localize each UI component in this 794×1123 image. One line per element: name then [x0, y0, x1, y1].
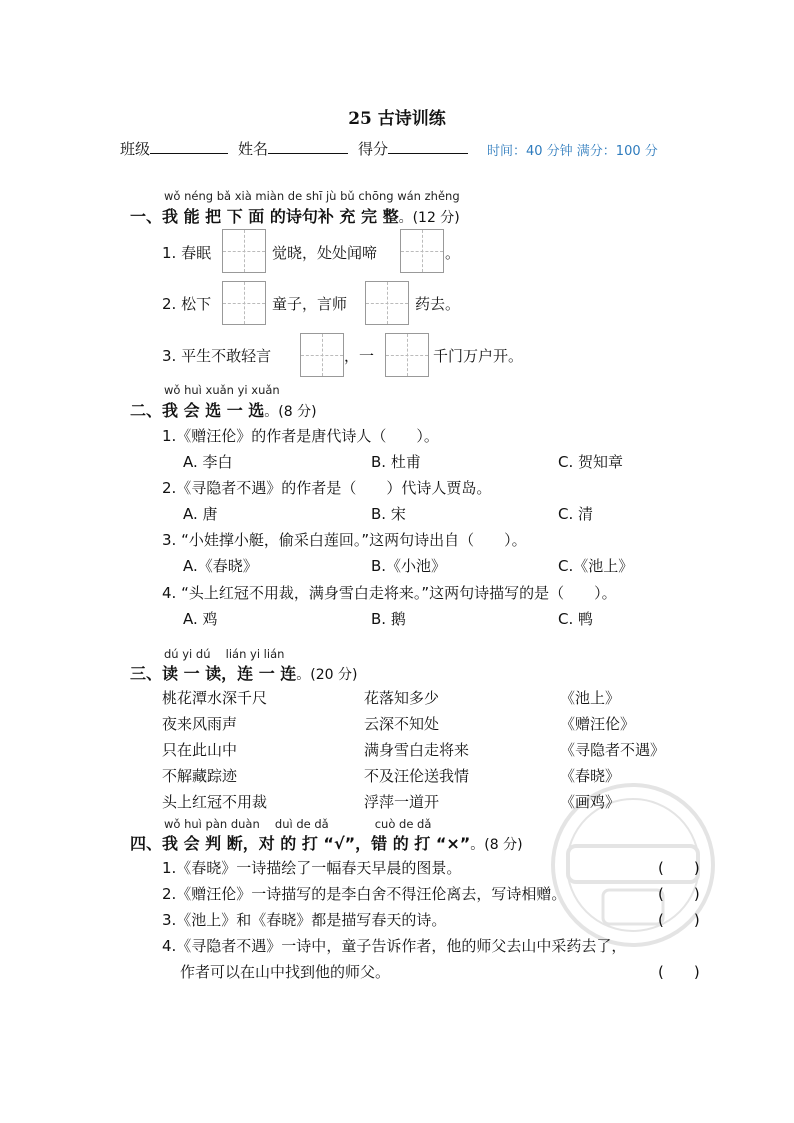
choice-q1-opt-b[interactable]: B. 杜甫: [371, 453, 421, 471]
section3-heading-text: 三、读 一 读，连 一 连: [130, 664, 297, 683]
name-field[interactable]: [238, 138, 348, 159]
choice-q2: 2.《寻隐者不遇》的作者是（ ）代诗人贾岛。: [162, 479, 492, 497]
section2-heading: [130, 398, 317, 421]
tianzi-box-2[interactable]: [400, 229, 444, 273]
judge-q2: 2.《赠汪伦》一诗描写的是李白舍不得汪伦离去，写诗相赠。: [162, 885, 567, 903]
judge-q4-answer[interactable]: ( ): [658, 963, 700, 981]
choice-q1-opt-a[interactable]: A. 李白: [183, 453, 233, 471]
section4-pinyin: wǒ huì pàn duàn duì de dǎ cuò de dǎ: [164, 817, 432, 831]
fill-q2-start: 2. 松下: [162, 295, 212, 313]
score-field[interactable]: [358, 138, 468, 159]
section1-points: 。(12 分): [398, 210, 460, 226]
fill-q3-mid: ，一: [344, 347, 375, 365]
judge-q3-answer[interactable]: ( ): [658, 911, 700, 929]
judge-q4: 4.《寻隐者不遇》一诗中，童子告诉作者，他的师父去山中采药去了，: [162, 937, 627, 955]
watermark-seal-icon: [548, 780, 718, 950]
match-left-5[interactable]: 头上红冠不用裁: [162, 793, 268, 811]
choice-q4-opt-b[interactable]: B. 鹅: [371, 610, 406, 628]
section2-heading-text: 二、我 会 选 一 选: [130, 401, 265, 420]
choice-q1-opt-c[interactable]: C. 贺知章: [558, 453, 624, 471]
choice-q4-opt-a[interactable]: A. 鸡: [183, 610, 218, 628]
fill-q3-start: 3. 平生不敢轻言: [162, 347, 272, 365]
fill-q1-mid: 觉晓，处处闻啼: [272, 244, 378, 262]
tianzi-box-4[interactable]: [365, 281, 409, 325]
section4-heading: [130, 831, 523, 854]
page-title: 25 古诗训练: [348, 109, 446, 129]
match-right-5[interactable]: 《画鸡》: [560, 793, 621, 811]
judge-q3: 3.《池上》和《春晓》都是描写春天的诗。: [162, 911, 447, 929]
match-left-1[interactable]: 桃花潭水深千尺: [162, 689, 268, 707]
match-right-4[interactable]: 《春晓》: [560, 767, 621, 785]
choice-q2-opt-b[interactable]: B. 宋: [371, 505, 406, 523]
section2-points: 。(8 分): [264, 404, 317, 420]
fill-q2-end: 药去。: [415, 295, 461, 313]
match-right-2[interactable]: 《赠汪伦》: [560, 715, 636, 733]
choice-q3-opt-a[interactable]: A.《春晓》: [183, 557, 258, 575]
judge-q1: 1.《春晓》一诗描绘了一幅春天早晨的图景。: [162, 859, 462, 877]
match-mid-4[interactable]: 不及汪伦送我情: [364, 767, 470, 785]
choice-q3: 3. “小娃撑小艇，偷采白莲回。”这两句诗出自（ ）。: [162, 531, 527, 549]
fill-q1-end: 。: [445, 244, 461, 262]
class-field[interactable]: [120, 138, 228, 159]
section4-heading-text: 四、我 会 判 断，对 的 打 “√”，错 的 打 “×”: [130, 834, 471, 853]
choice-q4: 4. “头上红冠不用裁，满身雪白走将来。”这两句诗描写的是（ ）。: [162, 584, 617, 602]
tianzi-box-1[interactable]: [222, 229, 266, 273]
name-blank[interactable]: [268, 139, 348, 154]
class-label: 班级: [120, 140, 151, 158]
match-mid-1[interactable]: 花落知多少: [364, 689, 440, 707]
match-mid-5[interactable]: 浮萍一道开: [364, 793, 440, 811]
choice-q4-opt-c[interactable]: C. 鸭: [558, 610, 594, 628]
tianzi-box-5[interactable]: [300, 333, 344, 377]
section3-points: 。(20 分): [296, 667, 358, 683]
choice-q3-opt-b[interactable]: B.《小池》: [371, 557, 447, 575]
section2-pinyin: wǒ huì xuǎn yi xuǎn: [164, 383, 280, 397]
judge-q4-cont: 作者可以在山中找到他的师父。: [180, 963, 391, 981]
name-label: 姓名: [238, 140, 269, 158]
judge-q2-answer[interactable]: ( ): [658, 885, 700, 903]
score-label: 得分: [358, 140, 389, 158]
section1-heading-text: 一、我 能 把 下 面 的诗句补 充 完 整: [130, 207, 399, 226]
match-left-4[interactable]: 不解藏踪迹: [162, 767, 238, 785]
match-left-3[interactable]: 只在此山中: [162, 741, 238, 759]
section1-pinyin: wǒ néng bǎ xià miàn de shī jù bǔ chōng wán zhěng: [164, 189, 460, 203]
section4-points: 。(8 分): [470, 837, 523, 853]
match-mid-2[interactable]: 云深不知处: [364, 715, 440, 733]
choice-q2-opt-c[interactable]: C. 清: [558, 505, 594, 523]
match-right-1[interactable]: 《池上》: [560, 689, 621, 707]
tianzi-box-3[interactable]: [222, 281, 266, 325]
choice-q3-opt-c[interactable]: C.《池上》: [558, 557, 634, 575]
match-left-2[interactable]: 夜来风雨声: [162, 715, 238, 733]
tianzi-box-6[interactable]: [385, 333, 429, 377]
section1-heading: [130, 204, 460, 227]
section3-pinyin: dú yi dú lián yi lián: [164, 647, 285, 661]
time-info: 时间：40 分钟 满分：100 分: [487, 144, 658, 159]
fill-q3-end: 千门万户开。: [433, 347, 524, 365]
section3-heading: [130, 661, 358, 684]
choice-q2-opt-a[interactable]: A. 唐: [183, 505, 218, 523]
score-blank[interactable]: [388, 139, 468, 154]
choice-q1: 1.《赠汪伦》的作者是唐代诗人（ ）。: [162, 427, 439, 445]
fill-q2-mid: 童子，言师: [272, 295, 348, 313]
fill-q1-start: 1. 春眠: [162, 244, 212, 262]
class-blank[interactable]: [150, 139, 228, 154]
match-right-3[interactable]: 《寻隐者不遇》: [560, 741, 666, 759]
judge-q1-answer[interactable]: ( ): [658, 859, 700, 877]
match-mid-3[interactable]: 满身雪白走将来: [364, 741, 470, 759]
